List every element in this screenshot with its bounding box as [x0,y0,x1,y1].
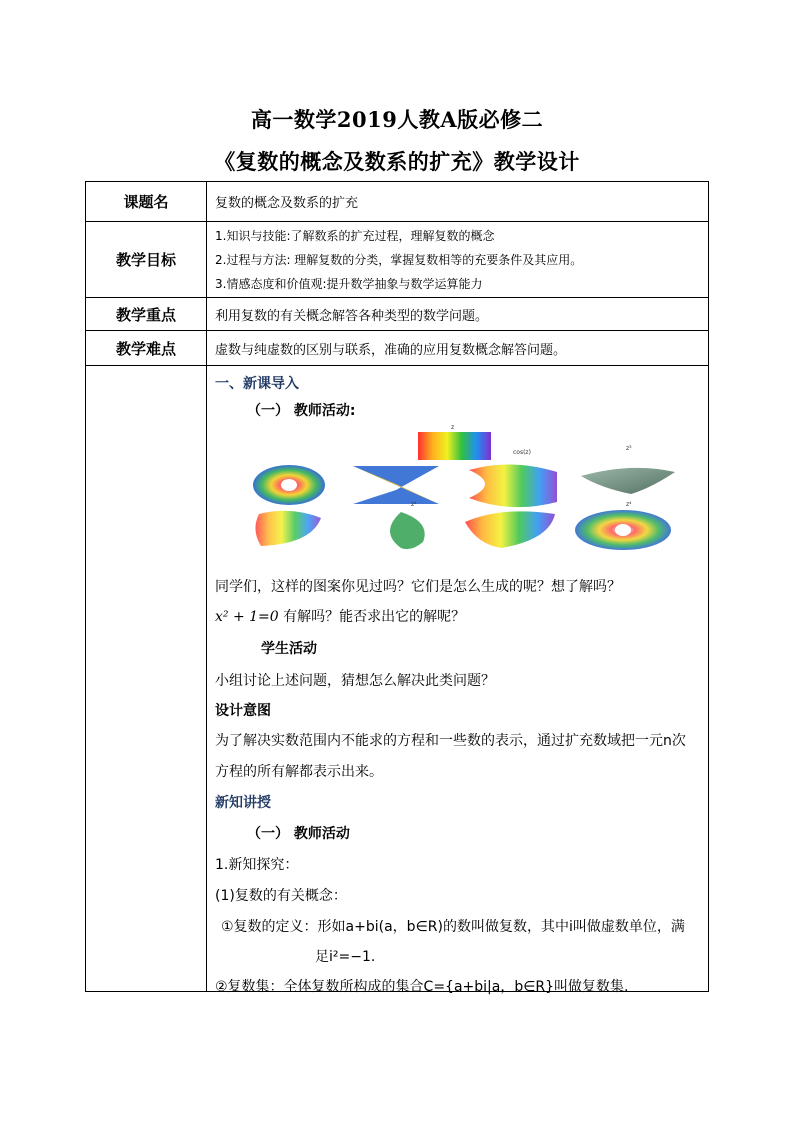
explore-heading: 1.新知探究： [215,857,299,873]
caption-z4: z⁴ [626,501,632,508]
topic-label: 课题名 [86,182,207,222]
goal-line-2: 2.过程与方法: 理解复数的分类，掌握复数相等的充要条件及其应用。 [215,252,583,267]
plot-3-image [469,464,557,507]
teacher-activity-heading-1: （一） 教师活动: [247,403,356,419]
plot-7-image [465,511,555,548]
difficulty-value: 虚数与纯虚数的区别与联系，准确的应用复数概念解答问题。 [207,331,709,366]
design-intent-line-1: 为了解决实数范围内不能求的方程和一些数的表示，通过扩充数域把一元n次 [215,733,686,749]
question-1: 同学们，这样的图案你见过吗？它们是怎么生成的呢？想了解吗？ [215,579,621,595]
lesson-plan-table [85,181,709,995]
concept-heading: (1)复数的有关概念： [215,888,347,904]
design-intent-line-2: 方程的所有解都表示出来。 [215,764,383,780]
goal-line-1: 1.知识与技能:了解数系的扩充过程，理解复数的概念 [215,228,495,243]
complex-function-illustrations [251,422,681,554]
difficulty-label: 教学难点 [86,331,207,366]
caption-cos: cos(z) [513,449,531,456]
section-new-lesson-intro: 一、新课导入 [215,376,299,392]
question-2 [215,606,465,626]
document-title-line1: 高一数学2019人教A版必修二 [250,107,544,132]
plot-4-image [581,468,675,494]
document-title-line2: 《复数的概念及数系的扩充》教学设计 [214,149,580,174]
caption-z3: z³ [626,445,632,452]
key-point-value: 利用复数的有关概念解答各种类型的数学问题。 [207,298,709,331]
design-intent-heading: 设计意图 [215,703,271,719]
student-activity-heading: 学生活动 [261,641,317,657]
question-2-text: 有解吗？能否求出它的解呢？ [278,609,466,625]
goals-cell [207,222,709,298]
complex-set-line: ②复数集：全体复数所构成的集合C={a+bi|a，b∈R}叫做复数集. [215,979,629,995]
plot-8-center [615,524,631,536]
empty-label-cell [86,366,207,992]
goal-line-3: 3.情感态度和价值观:提升数学抽象与数学运算能力 [215,276,483,291]
plot-1-center [281,479,297,491]
caption-z: z [451,424,455,431]
definition-line-1: ①复数的定义：形如a+bi(a，b∈R)的数叫做复数，其中i叫做虚数单位，满 [221,919,685,935]
lesson-body-cell [207,366,709,995]
student-activity-text: 小组讨论上述问题，猜想怎么解决此类问题？ [215,673,495,689]
plot-z-image [418,432,491,460]
goals-label: 教学目标 [86,222,207,298]
section-new-knowledge: 新知讲授 [215,795,271,811]
plot-6-image [390,512,425,549]
key-point-label: 教学重点 [86,298,207,331]
definition-line-2: 足i²=−1. [315,949,376,965]
caption-z2: z² [411,501,417,508]
plot-5-image [255,511,321,546]
equation-x2-plus-1: x² + 1=0 [215,609,279,625]
teacher-activity-heading-2: （一） 教师活动 [247,826,350,842]
topic-value: 复数的概念及数系的扩充 [207,182,709,222]
